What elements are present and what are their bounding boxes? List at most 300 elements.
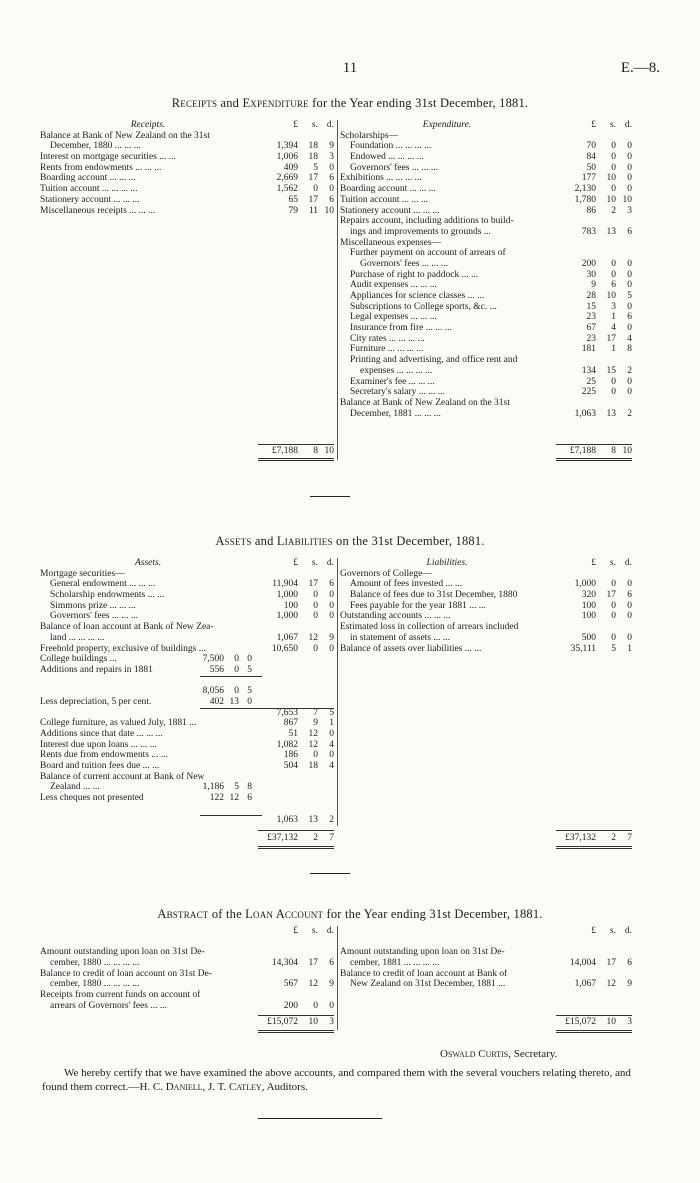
assets-panel-row-amount <box>258 793 334 804</box>
loan-right-total-row <box>340 1017 632 1028</box>
expenditure-total-amount-shillings: 8 <box>611 446 616 456</box>
certificate-text: We hereby certify that we have examined the above accounts, and compared them with the several vouchers relating thereto, and found them correct.— <box>42 1067 631 1093</box>
loan-title-rest: for the Year ending 31st December, 1881. <box>323 907 543 921</box>
loan-left-total-amount-pence: 3 <box>329 1017 334 1027</box>
assets-panel-row-subamount-pounds: 402 <box>209 696 224 707</box>
liabilities-panel-row-amount-pence: 0 <box>627 579 632 590</box>
expenditure-panel-row <box>340 227 632 238</box>
assets-panel-row-amount <box>258 708 334 719</box>
expenditure-panel-row-amount <box>556 206 632 217</box>
assets-panel-row-label: Less depreciation, 5 per cent. <box>40 696 152 707</box>
assets-panel-row-subamount-pence: 6 <box>247 793 252 804</box>
assets-panel-row <box>40 793 334 804</box>
liabilities-panel-currency-heading-pence: d. <box>624 558 632 568</box>
assets-panel-row <box>40 782 334 793</box>
liabilities-panel-row-amount-shillings: 0 <box>611 611 616 622</box>
loan-title-of-the: of the <box>208 907 246 921</box>
receipts-total <box>40 446 334 457</box>
expenditure-panel-row <box>340 195 632 206</box>
receipts-total-amount-pence: 10 <box>324 446 334 456</box>
expenditure-panel-heading: Expenditure. <box>422 120 472 130</box>
expenditure-panel-currency-heading <box>556 120 632 131</box>
receipts-panel-row-amount-pence: 6 <box>329 173 334 184</box>
assets-panel-row-label: Additions since that date ... ... ... <box>40 729 163 739</box>
assets-panel-row-amount-pounds: 1,000 <box>276 611 298 622</box>
expenditure-panel-row-amount-pounds: 2,130 <box>574 184 596 195</box>
assets-panel-row-label: College buildings ... <box>40 654 117 665</box>
receipts-panel-row-amount-shillings: 17 <box>308 194 318 205</box>
receipts-panel-row-amount-shillings: 0 <box>313 184 318 195</box>
liabilities-panel-row-amount-pence: 6 <box>627 590 632 601</box>
loan-left-panel-row-amount-pence: 9 <box>329 979 334 990</box>
liabilities-panel-row <box>340 622 632 633</box>
auditors-certificate <box>42 1066 656 1094</box>
assets-panel-row-amount <box>258 590 334 601</box>
expenditure-panel-row-amount-pounds: 1,063 <box>574 408 596 419</box>
loan-right-total-amount-pence: 3 <box>627 1017 632 1027</box>
assets-panel-row-amount-shillings: 12 <box>308 739 318 750</box>
loan-right-panel-row-amount-pence: 6 <box>627 958 632 969</box>
assets-panel-row-amount <box>258 740 334 751</box>
receipts-panel-row-amount-pounds: 65 <box>288 194 298 205</box>
loan-total-rule-left <box>258 1015 334 1016</box>
receipts-title <box>0 96 700 111</box>
assets-panel-row-subamount-pounds: 7,500 <box>202 654 224 665</box>
expenditure-panel-row-amount-pence: 0 <box>627 162 632 173</box>
assets-panel-row <box>40 804 334 815</box>
expenditure-panel-row-label: Insurance from fire ... ... ... <box>350 323 452 334</box>
loan-left-panel-header-row <box>40 926 334 937</box>
loan-right-panel-row-amount-pounds: 1,067 <box>574 979 596 990</box>
loan-left-panel-row <box>40 1001 334 1012</box>
expenditure-panel-row <box>340 184 632 195</box>
expenditure-panel-row-label: Furniture ... ... ... ... <box>350 344 424 355</box>
assets-panel-row-amount <box>258 772 334 783</box>
receipts-panel-row-amount-pounds: 1,394 <box>276 141 298 152</box>
liabilities-panel-row-amount-pounds: 100 <box>581 611 596 622</box>
expenditure-panel-row-amount <box>556 216 632 227</box>
liabilities-panel-row-amount-pounds: 35,111 <box>570 643 596 654</box>
loan-left-panel-row-amount-pounds: 200 <box>283 1000 298 1011</box>
assets-title-word-1: Assets <box>215 534 252 548</box>
liabilities-panel-row-label: Governors of College— <box>340 568 432 579</box>
assets-panel-row-amount <box>258 633 334 644</box>
assets-panel-row-subamount <box>190 793 252 804</box>
liabilities-panel-row-amount-shillings: 0 <box>611 579 616 590</box>
loan-right-panel-row-amount-shillings: 12 <box>606 979 616 990</box>
expenditure-panel-row <box>340 291 632 302</box>
receipts-panel-row-amount <box>258 184 334 195</box>
assets-panel-row-subamount-pence: 5 <box>247 664 252 675</box>
expenditure-panel-row-amount <box>556 195 632 206</box>
expenditure-panel-row-label: Boarding account ... ... ... <box>340 184 436 195</box>
receipts-panel <box>40 120 334 216</box>
assets-panel-row-amount-pounds: 186 <box>283 750 298 761</box>
expenditure-panel-row-label: Printing and advertising, and office rent and <box>350 355 518 366</box>
assets-panel-row-label: Additions and repairs in 1881 <box>40 664 153 675</box>
expenditure-panel-row-amount-shillings: 10 <box>606 194 616 205</box>
loan-right-panel-currency-heading <box>556 926 632 937</box>
assets-panel-row-subamount <box>190 654 252 665</box>
expenditure-panel-row <box>340 163 632 174</box>
expenditure-panel-row-label: Governors' fees ... ... ... <box>350 162 438 173</box>
loan-double-rule-left <box>258 1030 334 1033</box>
assets-panel-row-amount-pence: 2 <box>329 814 334 825</box>
page-reference: E.—8. <box>620 60 660 76</box>
assets-panel-row-amount <box>258 665 334 676</box>
receipts-panel-row-amount-pounds: 2,669 <box>276 173 298 184</box>
assets-panel-row-subamount-shillings: 0 <box>234 664 239 675</box>
assets-panel-row-label: Zealand ... ... <box>50 782 100 793</box>
loan-left-panel-row-amount <box>258 947 334 958</box>
receipts-panel-row-amount <box>258 141 334 152</box>
liabilities-panel-currency-heading-pounds: £ <box>591 558 596 568</box>
expenditure-panel-row <box>340 248 632 259</box>
loan-right-panel-row <box>340 979 632 990</box>
expenditure-panel-row-amount-pence: 6 <box>627 312 632 323</box>
assets-panel-currency-heading <box>258 558 334 569</box>
receipts-panel-row-label: Tuition account ... ... ... ... <box>40 184 138 195</box>
assets-panel-row-amount <box>258 729 334 740</box>
assets-panel-row-label: Less cheques not presented <box>40 793 144 804</box>
loan-right-panel-row-amount <box>556 969 632 980</box>
expenditure-panel-row-amount-pence: 0 <box>627 141 632 152</box>
expenditure-panel-row <box>340 366 632 377</box>
loan-left-panel-row <box>40 958 334 969</box>
assets-total-amount <box>258 833 334 844</box>
assets-panel-row-amount <box>258 569 334 580</box>
loan-right-panel-currency-heading-pounds: £ <box>591 926 596 936</box>
assets-panel-row-label: land ... ... ... ... <box>50 632 105 643</box>
assets-panel-row-subamount-shillings: 5 <box>234 782 239 793</box>
expenditure-panel-row-amount-pounds: 783 <box>581 226 596 237</box>
assets-panel-row-subamount-pence: 8 <box>247 782 252 793</box>
receipts-panel-row-amount <box>258 152 334 163</box>
assets-panel-row <box>40 654 334 665</box>
expenditure-panel-row-amount <box>556 344 632 355</box>
loan-left-total-amount-shillings: 10 <box>308 1017 318 1027</box>
expenditure-panel-row-amount <box>556 270 632 281</box>
expenditure-panel-row-amount <box>556 227 632 238</box>
expenditure-panel-row-amount-pounds: 28 <box>586 291 596 301</box>
assets-panel-row-label: Rents due from endowments ... ... <box>40 750 168 761</box>
assets-panel-row-amount-shillings: 12 <box>308 632 318 643</box>
assets-panel-row-amount-shillings: 9 <box>313 718 318 729</box>
receipts-panel-heading: Receipts. <box>130 120 166 130</box>
liabilities-total-amount-pounds: £37,132 <box>565 833 596 843</box>
receipts-panel-row <box>40 184 334 195</box>
expenditure-panel-row-label: December, 1881 ... ... ... <box>350 408 441 419</box>
loan-right-panel-row <box>340 969 632 980</box>
assets-title <box>0 534 700 549</box>
receipts-title-word-2: Expenditure <box>242 96 309 110</box>
expenditure-panel-row-amount-shillings: 10 <box>606 291 616 301</box>
expenditure-panel-row-label: Governors' fees ... ... ... <box>360 258 448 269</box>
expenditure-panel-row-label: Foundation ... ... ... ... <box>350 141 432 152</box>
expenditure-total-amount-pounds: £7,188 <box>569 446 596 456</box>
assets-panel-row-amount-pence: 0 <box>329 611 334 622</box>
assets-panel-row-amount <box>258 804 334 815</box>
receipts-panel-row <box>40 163 334 174</box>
expenditure-panel-row-label: Miscellaneous expenses— <box>340 237 442 248</box>
loan-left-panel-currency-heading-pence: d. <box>326 926 334 936</box>
assets-panel-row-amount <box>258 697 334 708</box>
receipts-double-rule-right <box>556 458 632 461</box>
assets-panel-row-amount-pounds: 51 <box>288 729 298 739</box>
assets-panel-row-amount-pence: 9 <box>329 632 334 643</box>
expenditure-panel-row <box>340 173 632 184</box>
liabilities-panel-row <box>340 601 632 612</box>
expenditure-panel-row-label: ings and improvements to grounds ... <box>350 226 491 237</box>
assets-panel-row-subamount <box>190 782 252 793</box>
expenditure-panel-row-amount <box>556 355 632 366</box>
liabilities-panel-row <box>340 611 632 622</box>
loan-right-panel-row-amount <box>556 937 632 948</box>
expenditure-panel-row-amount <box>556 248 632 259</box>
assets-panel-row-amount-pence: 1 <box>329 718 334 729</box>
assets-panel-row-subamount-shillings: 13 <box>229 696 239 707</box>
loan-right-panel-row-label: New Zealand on 31st December, 1881 ... <box>350 979 506 990</box>
expenditure-total-row <box>340 446 632 457</box>
liabilities-panel-row-amount <box>556 590 632 601</box>
expenditure-panel-row-amount-pounds: 9 <box>591 280 596 291</box>
loan-right-panel-currency-heading-shillings: s. <box>609 926 616 936</box>
liabilities-panel-header-row <box>340 558 632 569</box>
expenditure-panel-row <box>340 355 632 366</box>
expenditure-panel-row-amount <box>556 152 632 163</box>
expenditure-panel-row-amount-shillings: 2 <box>611 205 616 216</box>
assets-panel-row <box>40 601 334 612</box>
footer-rule <box>258 1118 382 1119</box>
assets-double-rule-right <box>556 846 632 849</box>
expenditure-panel-row-amount-pence: 0 <box>627 323 632 334</box>
expenditure-panel-row-amount-shillings: 10 <box>606 173 616 184</box>
depreciation-rule <box>200 708 334 709</box>
expenditure-panel-row-label: Subscriptions to College sports, &c. ... <box>350 301 497 312</box>
receipts-panel-row-amount-pence: 10 <box>324 205 334 216</box>
expenditure-panel-row-amount <box>556 366 632 377</box>
assets-panel-row-amount-shillings: 13 <box>308 814 318 825</box>
loan-left-panel-row-amount <box>258 969 334 980</box>
expenditure-panel-row <box>340 216 632 227</box>
expenditure-panel-row-amount-pounds: 23 <box>586 312 596 323</box>
assets-panel-row <box>40 644 334 655</box>
assets-panel-row <box>40 665 334 676</box>
assets-panel-row-amount-shillings: 7 <box>313 707 318 718</box>
assets-panel-row <box>40 622 334 633</box>
assets-panel-row-amount-pounds: 1,082 <box>276 739 298 750</box>
section-separator-2 <box>310 873 350 874</box>
assets-panel-row-amount <box>258 579 334 590</box>
assets-title-rest: on the 31st December, 1881. <box>332 534 485 548</box>
expenditure-panel-row <box>340 334 632 345</box>
receipts-panel-row-label: Interest on mortgage securities ... ... <box>40 152 176 163</box>
expenditure-panel-row <box>340 280 632 291</box>
liabilities-panel-row <box>340 579 632 590</box>
expenditure-panel-row <box>340 206 632 217</box>
expenditure-panel-row-amount-shillings: 4 <box>611 323 616 334</box>
loan-right-panel <box>340 926 632 990</box>
expenditure-panel-row-amount-pounds: 200 <box>581 258 596 269</box>
liabilities-panel-row-label: Outstanding accounts ... ... ... <box>340 611 451 622</box>
loan-left-total <box>40 1017 334 1028</box>
expenditure-panel-row-amount-pence: 8 <box>627 344 632 355</box>
expenditure-total-amount-pence: 10 <box>622 446 632 456</box>
assets-panel-row-amount <box>258 601 334 612</box>
assets-panel-row-subamount <box>190 665 252 676</box>
expenditure-panel-row-amount-pounds: 181 <box>581 344 596 355</box>
assets-panel-row-amount-pence: 5 <box>329 707 334 718</box>
assets-panel-row-amount-pounds: 1,067 <box>276 632 298 643</box>
expenditure-panel-row-amount-pounds: 15 <box>586 301 596 312</box>
receipts-total-rule-left <box>258 444 334 445</box>
loan-left-panel-row-amount-shillings: 17 <box>308 958 318 969</box>
receipts-panel-row-amount-pounds: 1,006 <box>276 152 298 163</box>
auditors-suffix: , Auditors. <box>261 1081 308 1093</box>
liabilities-total-amount-shillings: 2 <box>611 833 616 843</box>
liabilities-panel-row-label: Estimated loss in collection of arrears included <box>340 622 519 633</box>
assets-panel-row <box>40 676 334 687</box>
loan-left-panel-row <box>40 969 334 980</box>
assets-panel-row <box>40 750 334 761</box>
liabilities-panel-row <box>340 569 632 580</box>
expenditure-panel-row-label: City rates ... ... ... ... <box>350 333 425 344</box>
expenditure-panel-row-amount-pence: 0 <box>627 152 632 163</box>
receipts-panel-row-amount-shillings: 11 <box>308 205 318 216</box>
expenditure-panel-row-label: Balance at Bank of New Zealand on the 31st <box>340 397 510 408</box>
assets-panel-row-label: Balance of current account at Bank of New <box>40 771 205 782</box>
loan-right-panel-row <box>340 947 632 958</box>
expenditure-panel-row <box>340 398 632 409</box>
expenditure-panel-row-label: Legal expenses ... ... ... <box>350 312 437 323</box>
expenditure-panel-row-amount-pence: 4 <box>627 333 632 344</box>
assets-double-rule-left <box>258 846 334 849</box>
loan-left-total-row <box>40 1017 334 1028</box>
expenditure-panel-row-amount-pence: 2 <box>627 408 632 419</box>
assets-panel-row-amount-pence: 0 <box>329 590 334 601</box>
receipts-panel-currency-heading-pounds: £ <box>293 120 298 130</box>
loan-right-panel-row-amount-shillings: 17 <box>606 958 616 969</box>
assets-panel-row-amount <box>258 761 334 772</box>
loan-right-panel-row-amount <box>556 979 632 990</box>
liabilities-panel-row-amount-pence: 1 <box>627 643 632 654</box>
assets-panel-row-subamount-shillings: 0 <box>234 686 239 697</box>
loan-left-panel-row-amount <box>258 979 334 990</box>
auditor-separator: , <box>202 1081 209 1093</box>
expenditure-panel-row-amount <box>556 302 632 313</box>
receipts-panel-row-amount-pence: 0 <box>329 184 334 195</box>
loan-left-panel-row-amount <box>258 937 334 948</box>
assets-panel-row-label: Balance of loan account at Bank of New Zea- <box>40 622 214 633</box>
expenditure-panel-row-amount-shillings: 15 <box>606 365 616 376</box>
assets-panel-row <box>40 718 334 729</box>
expenditure-panel-row <box>340 238 632 249</box>
liabilities-total-amount <box>556 833 632 844</box>
assets-panel-row-label: General endowment ... ... ... <box>50 579 156 590</box>
expenditure-panel-row-amount-pounds: 225 <box>581 387 596 398</box>
expenditure-panel-row-amount <box>556 173 632 184</box>
assets-divider <box>337 558 338 826</box>
expenditure-panel-row-label: Scholarships— <box>340 130 399 141</box>
liabilities-panel-row-amount <box>556 611 632 622</box>
expenditure-panel-row-amount-pounds: 84 <box>586 152 596 163</box>
receipts-panel-row <box>40 131 334 142</box>
assets-panel-row-amount <box>258 750 334 761</box>
loan-right-total-amount-pounds: £15,072 <box>565 1017 596 1027</box>
expenditure-panel-row-amount-pounds: 70 <box>586 141 596 152</box>
loan-right-panel-currency-heading-pence: d. <box>624 926 632 936</box>
assets-panel-row-label: Scholarship endowments ... ... <box>50 590 165 601</box>
assets-panel-row <box>40 569 334 580</box>
receipts-panel-row-label: Rents from endowments ... ... ... <box>40 162 162 173</box>
assets-panel-row-label: Governors' fees ... ... ... <box>50 611 138 622</box>
expenditure-panel-row-label: Appliances for science classes ... ... <box>350 291 485 301</box>
expenditure-panel <box>340 120 632 419</box>
expenditure-panel-row-amount-pence: 0 <box>627 184 632 195</box>
assets-panel-row-subamount-shillings: 12 <box>229 793 239 804</box>
buildings-subtotal-rule <box>200 676 262 677</box>
loan-right-panel-row <box>340 937 632 948</box>
expenditure-panel-row-amount-pence: 0 <box>627 376 632 387</box>
loan-left-panel-currency-heading-pounds: £ <box>293 926 298 936</box>
expenditure-panel-header-row <box>340 120 632 131</box>
assets-title-word-2: Liabilities <box>276 534 333 548</box>
assets-panel-heading: Assets. <box>134 558 162 568</box>
loan-right-panel-row-label: Amount outstanding upon loan on 31st De- <box>340 947 505 958</box>
receipts-panel-row-amount-pence: 3 <box>329 152 334 163</box>
expenditure-panel-row-label: Examiner's fee ... ... ... <box>350 376 435 387</box>
assets-panel-row-subamount-shillings: 0 <box>234 654 239 665</box>
assets-panel-row-amount-shillings: 12 <box>308 729 318 739</box>
loan-left-panel-currency-heading-shillings: s. <box>311 926 318 936</box>
assets-panel-row-amount-pence: 4 <box>329 739 334 750</box>
liabilities-panel-row <box>340 633 632 644</box>
assets-panel-row-amount-shillings: 0 <box>313 600 318 611</box>
page-number: 11 <box>342 60 358 76</box>
loan-left-panel <box>40 926 334 1012</box>
receipts-panel-row-amount <box>258 163 334 174</box>
liabilities-panel-row-label: Fees payable for the year 1881 ... ... <box>350 600 486 611</box>
assets-panel-row-amount-pounds: 1,063 <box>276 814 298 825</box>
assets-panel-row-amount-shillings: 0 <box>313 611 318 622</box>
expenditure-panel-row-amount-shillings: 13 <box>606 408 616 419</box>
assets-panel-row-amount-pence: 0 <box>329 729 334 739</box>
expenditure-panel-row-amount-pence: 0 <box>627 258 632 269</box>
assets-panel-row <box>40 772 334 783</box>
loan-left-panel-row-label: cember, 1880 ... ... ... ... <box>50 979 140 990</box>
assets-panel-row-subamount-pounds: 8,056 <box>202 686 224 697</box>
receipts-panel-currency-heading-pence: d. <box>326 120 334 130</box>
expenditure-panel-currency-heading-pounds: £ <box>591 120 596 130</box>
liabilities-panel-row-label: Balance of fees due to 31st December, 1880 <box>350 590 518 601</box>
loan-left-total-amount <box>258 1017 334 1028</box>
loan-left-panel-row-amount <box>258 958 334 969</box>
assets-total <box>40 833 334 844</box>
assets-panel-header-row <box>40 558 334 569</box>
receipts-total-row <box>40 446 334 457</box>
expenditure-panel-row <box>340 344 632 355</box>
assets-panel-row-amount-pounds: 7,653 <box>276 707 298 718</box>
loan-right-panel-header-row <box>340 926 632 937</box>
receipts-panel-row-label: Boarding account ... ... ... <box>40 173 136 184</box>
receipts-panel-row-amount-pounds: 1,562 <box>276 184 298 195</box>
expenditure-panel-row-amount-pence: 2 <box>627 365 632 376</box>
receipts-panel-row-amount-pence: 6 <box>329 194 334 205</box>
assets-panel-row-amount <box>258 782 334 793</box>
receipts-panel-row-label: Miscellaneous receipts ... ... ... <box>40 205 156 216</box>
expenditure-panel-row-amount-pounds: 177 <box>581 173 596 184</box>
expenditure-panel-row-amount-shillings: 6 <box>611 280 616 291</box>
